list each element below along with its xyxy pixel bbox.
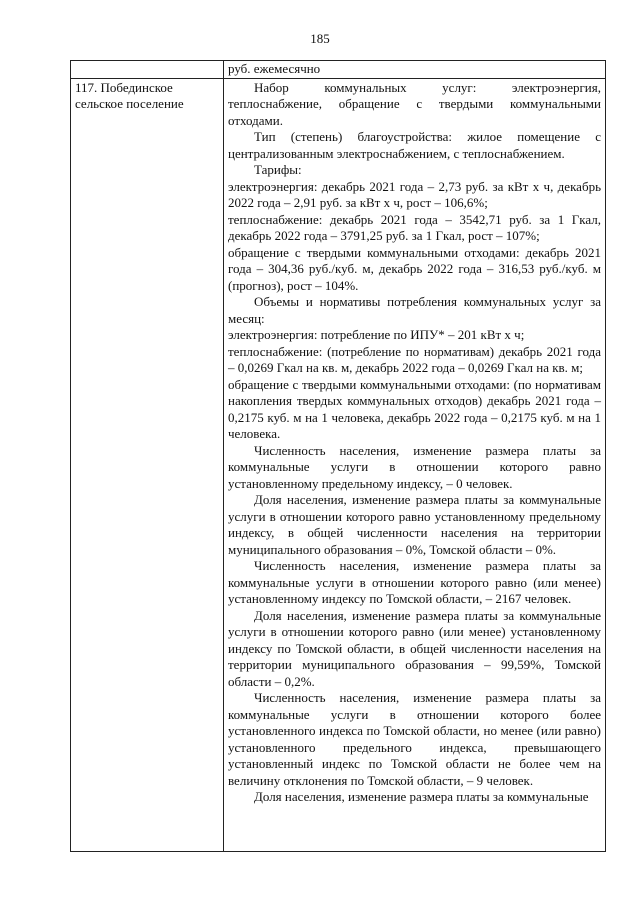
paragraph: Доля населения, изменение размера платы за коммунальные услуги в отношении которого равно (или менее) установленному индексу по Томской области, в общей численности населения на территории муниципального образования – 99,59%, Томской области – 0,2%. (228, 607, 601, 689)
paragraph: Доля населения, изменение размера платы за коммунальные (254, 789, 589, 804)
paragraph: Тарифы: (254, 162, 302, 177)
municipality-name: 117. Побединское сельское поселение (75, 79, 184, 111)
paragraph: теплоснабжение: декабрь 2021 года – 3542,71 руб. за 1 Гкал, декабрь 2022 года – 3791,25 руб. за 1 Гкал, рост – 107%; (228, 211, 601, 243)
paragraph: Доля населения, изменение размера платы за коммунальные услуги в отношении которого равно установленному предельному индексу, в общей численности населения на территории муниципального образования – 0%, Томской области – 0%. (228, 492, 601, 557)
paragraph: Численность населения, изменение размера платы за коммунальные услуги в отношении которого равно (или менее) установленному индексу по Томской области, – 2167 человек. (228, 558, 601, 606)
paragraph: Тип (степень) благоустройства: жилое помещение с централизованным электроснабжением, с теплоснабжением. (228, 129, 601, 161)
paragraph: Численность населения, изменение размера платы за коммунальные услуги в отношении которого равно установленному предельному индексу, – 0 человек. (228, 442, 601, 491)
continuation-empty-cell (71, 61, 224, 79)
table-row (71, 78, 606, 851)
paragraph: Объемы и нормативы потребления коммунальных услуг за месяц: (228, 294, 601, 326)
municipality-cell (71, 78, 224, 851)
paragraph: теплоснабжение: (потребление по нормативам) декабрь 2021 года – 0,0269 Гкал на кв. м, декабрь 2022 года – 0,0269 Гкал на кв. м; (228, 343, 601, 375)
paragraph: электроэнергия: декабрь 2021 года – 2,73 руб. за кВт х ч, декабрь 2022 года – 2,91 руб. за кВт х ч, рост – 106,6%; (228, 178, 601, 210)
paragraph: Набор коммунальных услуг: электроэнергия, теплоснабжение, обращение с твердыми коммунальными отходами. (228, 79, 601, 128)
paragraph: электроэнергия: потребление по ИПУ* – 201 кВт х ч; (228, 327, 525, 342)
paragraph: Численность населения, изменение размера платы за коммунальные услуги в отношении которого более установленного индекса по Томской области, но менее (или равно) установленного предельного индекса, превышающего установленный индекс по Томской области не более чем на величину отклонения по Томской области, – 9 человек. (228, 690, 601, 788)
document-table (70, 60, 606, 852)
continuation-cell: руб. ежемесячно (224, 61, 606, 79)
page-number: 185 (310, 31, 330, 46)
continuation-row (71, 61, 606, 79)
paragraph: обращение с твердыми коммунальными отходами: (по нормативам накопления твердых коммунальных отходов) декабрь 2021 года – 0,2175 куб. м на 1 человека, декабрь 2022 года – 0,2175 куб. м на 1 человека. (228, 376, 601, 441)
paragraph: обращение с твердыми коммунальными отходами: декабрь 2021 года – 304,36 руб./куб. м, декабрь 2022 года – 316,53 руб./куб. м (прогноз), рост – 104%. (228, 244, 601, 293)
description-cell (224, 78, 606, 851)
